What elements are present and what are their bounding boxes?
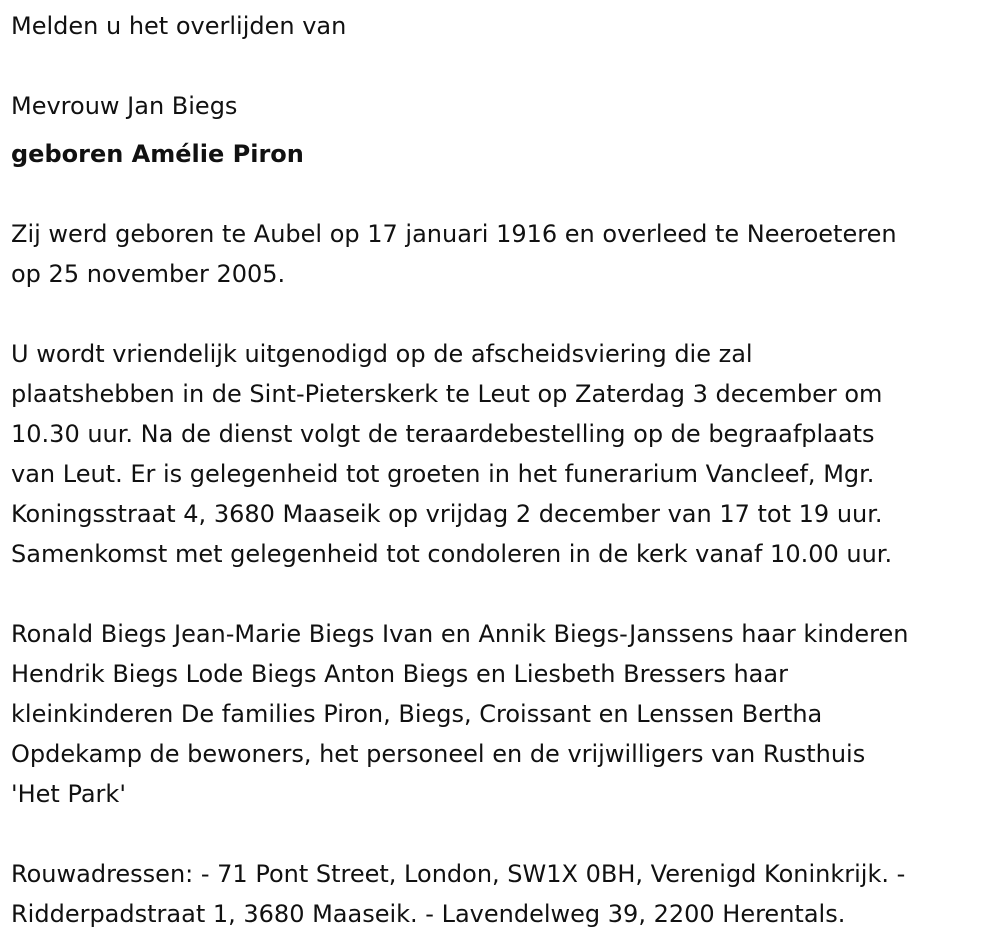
- intro-line: Melden u het overlijden van: [11, 12, 347, 40]
- family-paragraph: [11, 614, 990, 814]
- paragraph-line: Rouwadressen: - 71 Pont Street, London, SW1X 0BH, Verenigd Koninkrijk. -: [11, 860, 906, 888]
- spacer: [11, 574, 990, 614]
- paragraph-line: Samenkomst met gelegenheid tot condoleren in de kerk vanaf 10.00 uur.: [11, 540, 893, 568]
- born-died-paragraph: [11, 214, 990, 294]
- paragraph-line: Hendrik Biegs Lode Biegs Anton Biegs en Liesbeth Bressers haar: [11, 660, 788, 688]
- paragraph-line: 'Het Park': [11, 780, 126, 808]
- birth-name: geboren Amélie Piron: [11, 140, 304, 168]
- paragraph-line: Ridderpadstraat 1, 3680 Maaseik. - Lavendelweg 39, 2200 Herentals.: [11, 900, 846, 928]
- spacer: [11, 46, 990, 86]
- paragraph-line: U wordt vriendelijk uitgenodigd op de afscheidsviering die zal: [11, 340, 753, 368]
- paragraph-line: Ronald Biegs Jean-Marie Biegs Ivan en Annik Biegs-Janssens haar kinderen: [11, 620, 909, 648]
- paragraph-line: van Leut. Er is gelegenheid tot groeten in het funerarium Vancleef, Mgr.: [11, 460, 875, 488]
- spacer: [11, 814, 990, 854]
- paragraph-line: Zij werd geboren te Aubel op 17 januari 1916 en overleed te Neeroeteren: [11, 220, 897, 248]
- paragraph-line: plaatshebben in de Sint-Pieterskerk te Leut op Zaterdag 3 december om: [11, 380, 883, 408]
- ceremony-paragraph: [11, 334, 990, 574]
- paragraph-line: op 25 november 2005.: [11, 260, 286, 288]
- spacer: [11, 126, 990, 134]
- spacer: [11, 294, 990, 334]
- paragraph-line: 10.30 uur. Na de dienst volgt de teraardebestelling op de begraafplaats: [11, 420, 875, 448]
- paragraph-line: Opdekamp de bewoners, het personeel en de vrijwilligers van Rusthuis: [11, 740, 866, 768]
- addresses-paragraph: [11, 854, 990, 934]
- paragraph-line: Koningsstraat 4, 3680 Maaseik op vrijdag 2 december van 17 tot 19 uur.: [11, 500, 883, 528]
- deceased-name: Mevrouw Jan Biegs: [11, 92, 238, 120]
- paragraph-line: kleinkinderen De families Piron, Biegs, Croissant en Lenssen Bertha: [11, 700, 823, 728]
- spacer: [11, 174, 990, 214]
